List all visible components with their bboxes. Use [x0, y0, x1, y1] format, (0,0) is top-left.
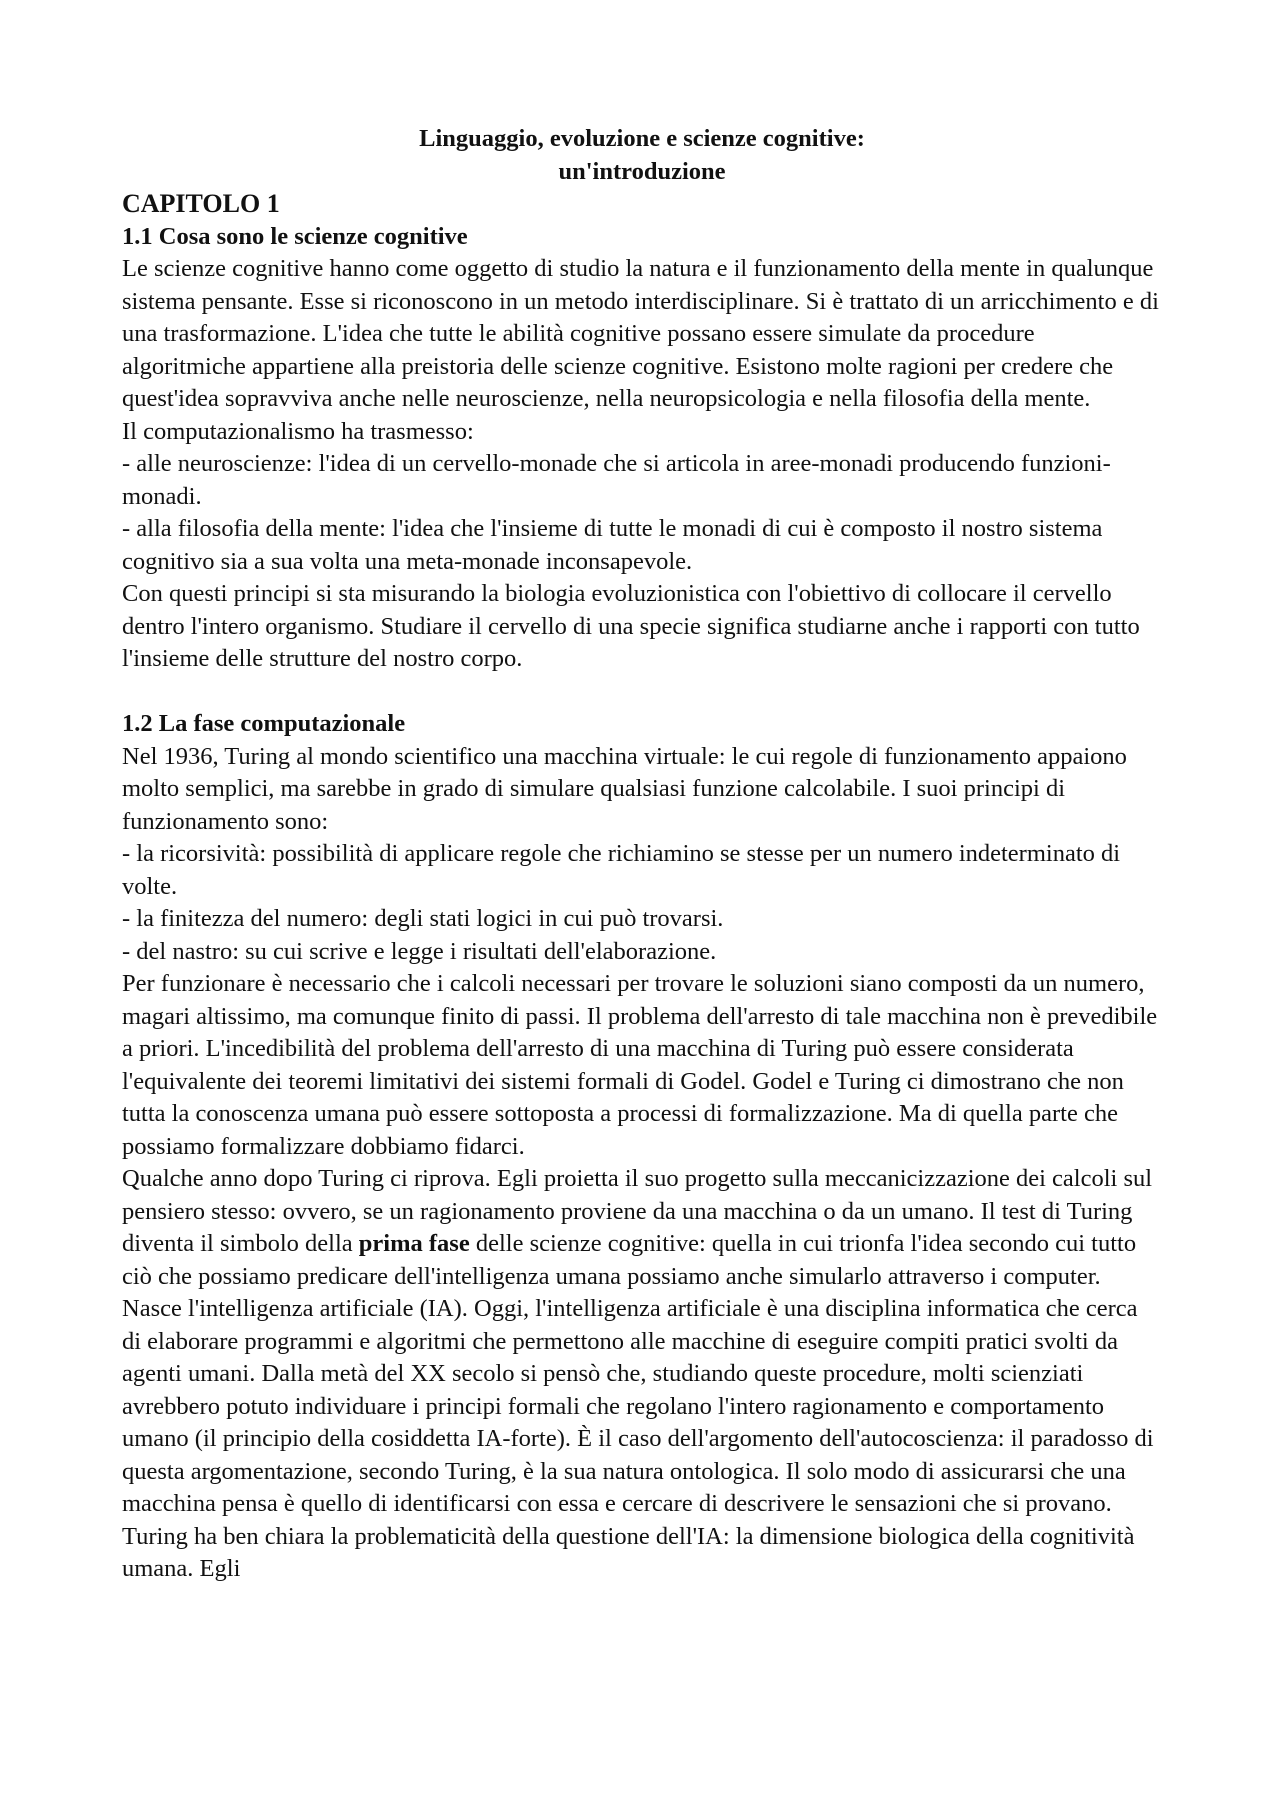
paragraph: Il computazionalismo ha trasmesso: — [122, 417, 474, 445]
paragraph-text: Qualche anno dopo Turing ci riprova. Egli proietta il suo progetto sulla meccanicizzazione dei calcoli sul pensiero stesso: ovvero, se un ragionamento proviene da una macchina o da un umano. Il test di Turing diventa il simbolo della — [122, 1165, 1153, 1257]
list-item: - alla filosofia della mente: l'idea che l'insieme di tutte le monadi di cui è composto il nostro sistema cognitivo sia a sua volta una meta-monade inconsapevole. — [122, 515, 1103, 575]
paragraph — [122, 1163, 1162, 1586]
section-spacer — [122, 676, 1162, 709]
list-item: - del nastro: su cui scrive e legge i risultati dell'elaborazione. — [122, 937, 717, 965]
title-line-2: un'introduzione — [558, 157, 726, 185]
paragraph: Nel 1936, Turing al mondo scientifico una macchina virtuale: le cui regole di funzionamento appaiono molto semplici, ma sarebbe in grado di simulare qualsiasi funzione calcolabile. I suoi principi di funzionamento sono: — [122, 742, 1127, 835]
paragraph: Con questi principi si sta misurando la biologia evoluzionistica con l'obiettivo di collocare il cervello dentro l'intero organismo. Studiare il cervello di una specie significa studiarne anche i rapporti con tutto l'insieme delle strutture del nostro corpo. — [122, 580, 1140, 672]
chapter-heading: CAPITOLO 1 — [122, 189, 280, 218]
document-title — [122, 123, 1162, 188]
paragraph-text: delle scienze cognitive: quella in cui trionfa l'idea secondo cui tutto ciò che possiamo predicare dell'intelligenza umana possiamo anche simularlo attraverso i computer. Nasce l'intelligenza artificiale (IA). Oggi, l'intelligenza artificiale è una disciplina informatica che cerca di elaborare programmi e algoritmi che permettono alle macchine di eseguire compiti pratici svolti da agenti umani. Dalla metà del XX secolo si pensò che, studiando queste procedure, molti scienziati avrebbero potuto individuare i principi formali che regolano l'intero ragionamento e comportamento umano (il principio della cosiddetta IA-forte). È il caso dell'argomento dell'autocoscienza: il paradosso di questa argomentazione, secondo Turing, è la sua natura ontologica. Il solo modo di assicurarsi che una macchina pensa è quello di identificarsi con essa e cercare di descrivere le sensazioni che si provano. Turing ha ben chiara la problematicità della questione dell'IA: la dimensione biologica della cognitività umana. Egli — [122, 1230, 1154, 1582]
emphasis-text: prima fase — [358, 1230, 470, 1257]
section-heading-1-2: 1.2 La fase computazionale — [122, 710, 406, 737]
section-heading-1-1: 1.1 Cosa sono le scienze cognitive — [122, 222, 468, 250]
list-item: - la finitezza del numero: degli stati logici in cui può trovarsi. — [122, 905, 724, 932]
document-body — [122, 123, 1162, 1586]
paragraph: Per funzionare è necessario che i calcoli necessari per trovare le soluzioni siano composti da un numero, magari altissimo, ma comunque finito di passi. Il problema dell'arresto di tale macchina non è prevedibile a priori. L'incedibilità del problema dell'arresto di una macchina di Turing può essere considerata l'equivalente dei teoremi limitativi dei sistemi formali di Godel. Godel e Turing ci dimostrano che non tutta la conoscenza umana può essere sottoposta a processi di formalizzazione. Ma di quella parte che possiamo formalizzare dobbiamo fidarci. — [122, 970, 1158, 1160]
paragraph: Le scienze cognitive hanno come oggetto di studio la natura e il funzionamento della mente in qualunque sistema pensante. Esse si riconoscono in un metodo interdisciplinare. Si è trattato di un arricchimento e di una trasformazione. L'idea che tutte le abilità cognitive possano essere simulate da procedure algoritmiche appartiene alla preistoria delle scienze cognitive. Esistono molte ragioni per credere che quest'idea sopravviva anche nelle neuroscienze, nella neuropsicologia e nella filosofia della mente. — [122, 255, 1159, 412]
title-line-1: Linguaggio, evoluzione e scienze cognitive: — [419, 125, 865, 152]
list-item: - alle neuroscienze: l'idea di un cervello-monade che si articola in aree-monadi producendo funzioni-monadi. — [122, 450, 1111, 510]
list-item: - la ricorsività: possibilità di applicare regole che richiamino se stesse per un numero indeterminato di volte. — [122, 840, 1121, 900]
